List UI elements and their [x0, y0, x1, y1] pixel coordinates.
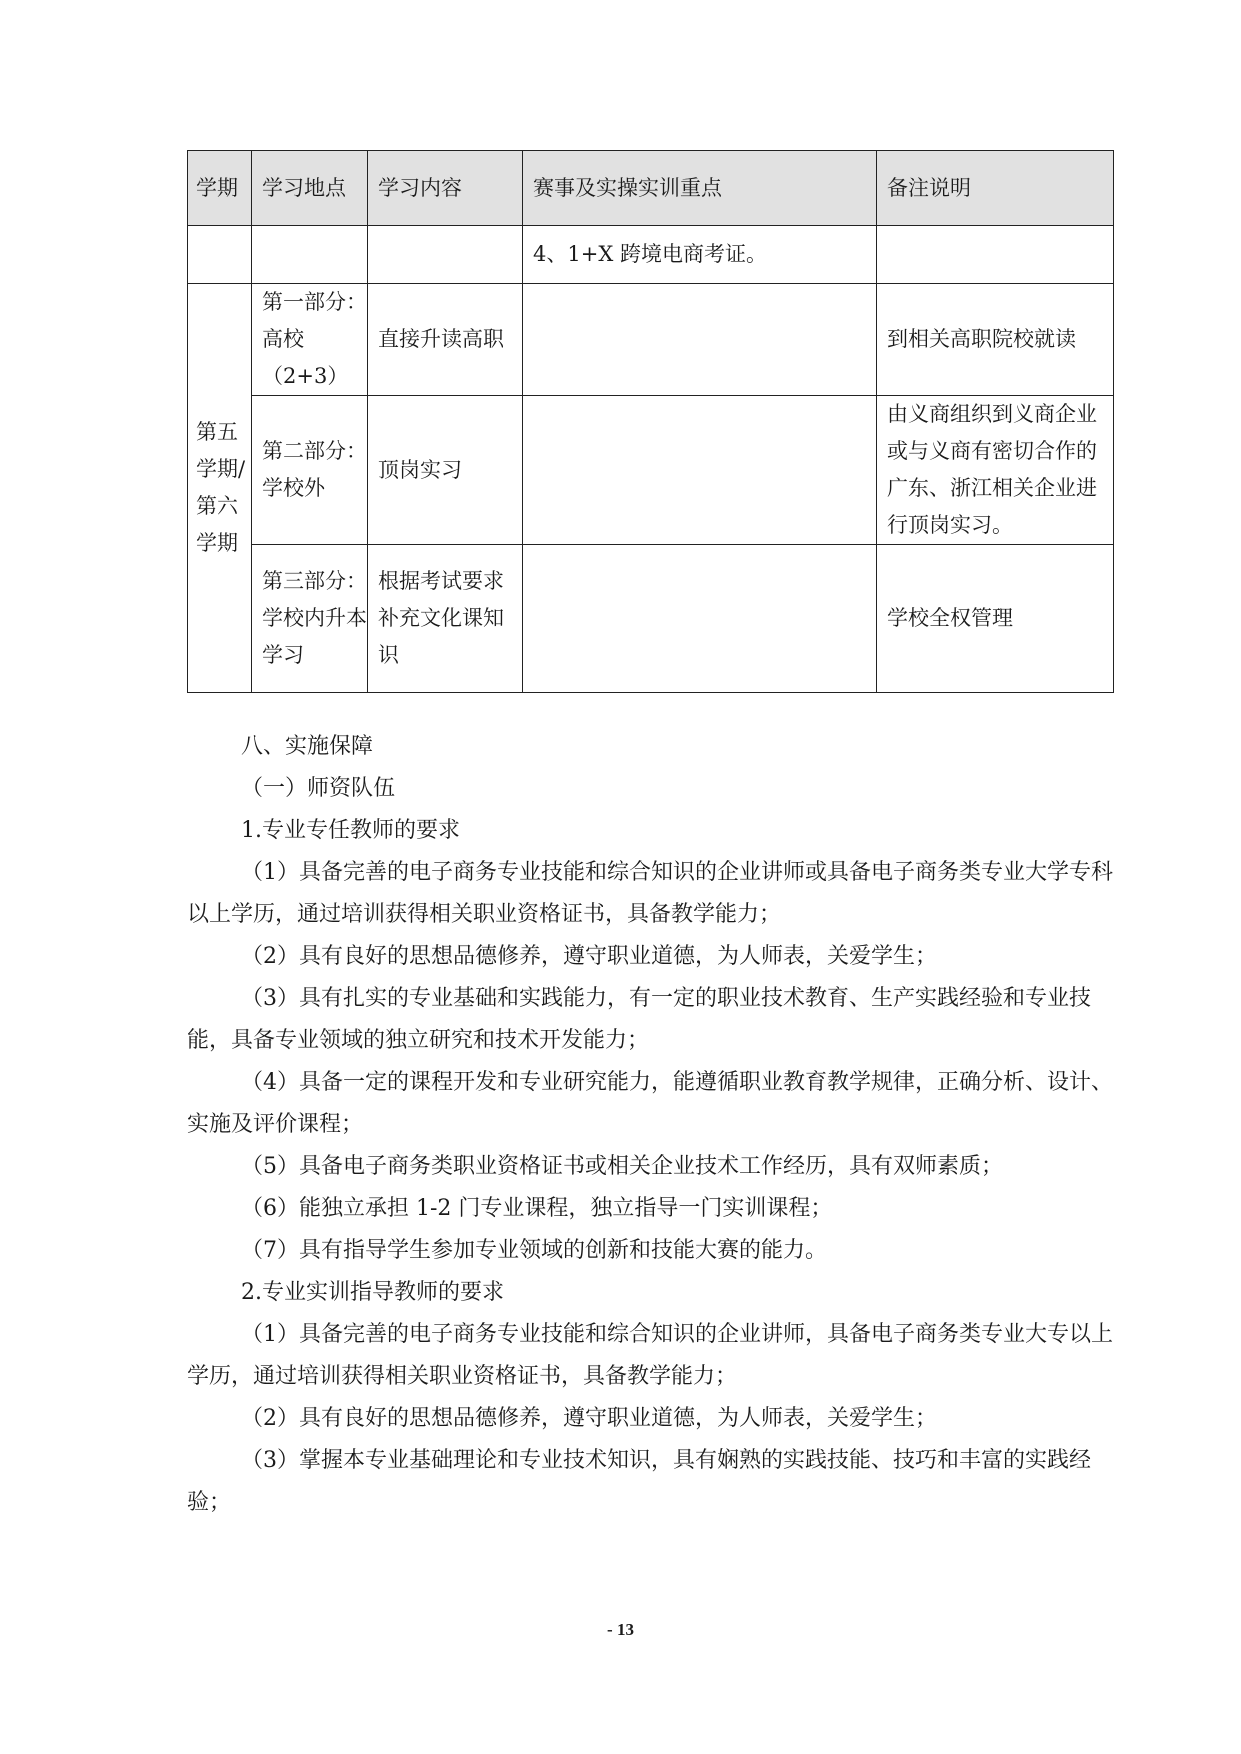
cell-location: 第三部分：学校内升本学习 — [252, 545, 368, 693]
header-focus: 赛事及实操实训重点 — [523, 151, 877, 226]
header-term: 学期 — [188, 151, 252, 226]
cell-content: 根据考试要求补充文化课知识 — [368, 545, 523, 693]
header-location: 学习地点 — [252, 151, 368, 226]
cell-content: 直接升读高职 — [368, 284, 523, 396]
table-row — [188, 284, 1114, 396]
requirement-item: （3）掌握本专业基础理论和专业技术知识，具有娴熟的实践技能、技巧和丰富的实践经验； — [187, 1448, 1091, 1515]
page-number: - 13 — [607, 1620, 634, 1639]
header-content: 学习内容 — [368, 151, 523, 226]
cell-focus — [523, 545, 877, 693]
body-text — [187, 726, 1113, 1524]
cell-content — [368, 226, 523, 284]
cell-term-merged: 第五学期/第六学期 — [188, 284, 252, 693]
cell-focus — [523, 284, 877, 396]
requirement-item: （5）具备电子商务类职业资格证书或相关企业技术工作经历，具有双师素质； — [241, 1154, 1003, 1179]
cell-note: 由义商组织到义商企业或与义商有密切合作的广东、浙江相关企业进行顶岗实习。 — [877, 396, 1114, 545]
cell-location — [252, 226, 368, 284]
requirement-item: （1）具备完善的电子商务专业技能和综合知识的企业讲师或具备电子商务类专业大学专科以上学历，通过培训获得相关职业资格证书，具备教学能力； — [187, 860, 1114, 927]
cell-content: 顶岗实习 — [368, 396, 523, 545]
cell-note: 学校全权管理 — [877, 545, 1114, 693]
header-note: 备注说明 — [877, 151, 1114, 226]
requirement-item: （1）具备完善的电子商务专业技能和综合知识的企业讲师，具备电子商务类专业大专以上学历，通过培训获得相关职业资格证书，具备教学能力； — [187, 1322, 1114, 1389]
table-row — [188, 396, 1114, 545]
requirement-item: （7）具有指导学生参加专业领域的创新和技能大赛的能力。 — [241, 1238, 827, 1263]
cell-focus — [523, 396, 877, 545]
subsection-heading: （一）师资队伍 — [241, 776, 396, 801]
cell-focus: 4、1+X 跨境电商考证。 — [523, 226, 877, 284]
cell-note — [877, 226, 1114, 284]
requirement-item: （6）能独立承担 1-2 门专业课程，独立指导一门实训课程； — [241, 1196, 833, 1221]
table-row — [188, 545, 1114, 693]
requirement-title: 2.专业实训指导教师的要求 — [241, 1280, 504, 1305]
requirement-item: （2）具有良好的思想品德修养，遵守职业道德，为人师表，关爱学生； — [241, 1406, 937, 1431]
requirement-item: （3）具有扎实的专业基础和实践能力，有一定的职业技术教育、生产实践经验和专业技能，具备专业领域的独立研究和技术开发能力； — [187, 986, 1091, 1053]
table-row — [188, 226, 1114, 284]
section-heading: 八、实施保障 — [241, 734, 374, 759]
teaching-plan-table — [187, 150, 1114, 693]
cell-term — [188, 226, 252, 284]
requirement-title: 1.专业专任教师的要求 — [241, 818, 460, 843]
table-header-row — [188, 151, 1114, 226]
requirement-item: （4）具备一定的课程开发和专业研究能力，能遵循职业教育教学规律，正确分析、设计、实施及评价课程； — [187, 1070, 1114, 1137]
cell-location: 第二部分：学校外 — [252, 396, 368, 545]
cell-location: 第一部分：高校（2+3） — [252, 284, 368, 396]
requirement-item: （2）具有良好的思想品德修养，遵守职业道德，为人师表，关爱学生； — [241, 944, 937, 969]
cell-note: 到相关高职院校就读 — [877, 284, 1114, 396]
